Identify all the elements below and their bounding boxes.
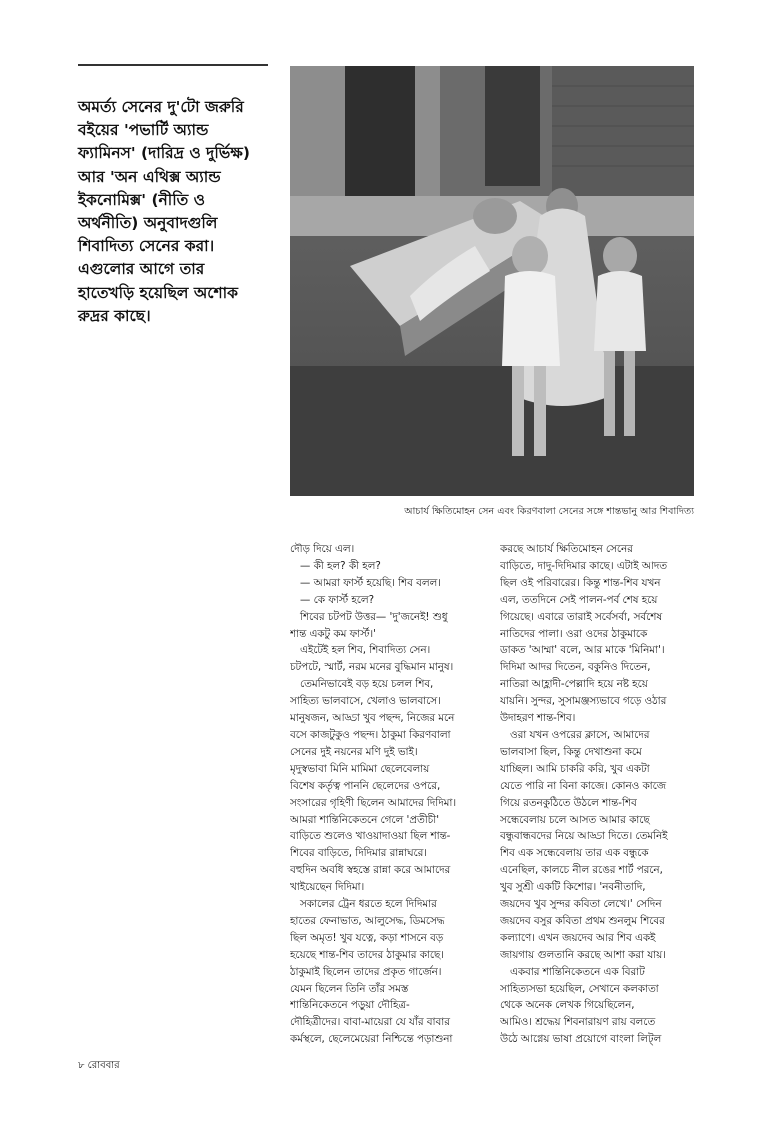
text-line: এনেছিল, কালচে নীল রঙের শার্ট পরনে, bbox=[500, 864, 663, 877]
pull-quote-line: হাতেখড়ি হয়েছিল অশোক bbox=[78, 283, 239, 302]
text-line: হয়েছে শান্ত-শিব তাদের ঠাকুমার কাছে। bbox=[290, 948, 444, 961]
pull-quote-line: ফ্যামিনস' (দারিদ্র ও দুর্ভিক্ষ) bbox=[78, 144, 250, 163]
text-line: জয়দেব বসুর কবিতা প্রথম শুনলুম শিবের bbox=[500, 914, 665, 927]
text-line: করছে আচার্য ক্ষিতিমোহন সেনের bbox=[500, 543, 633, 555]
pull-quote-line: ইকনোমিক্স' (নীতি ও bbox=[78, 190, 206, 209]
text-line: বসে কাজটুকুও পছন্দ। ঠাকুমা কিরণবালা bbox=[290, 728, 451, 741]
text-line: উদাহরণ শান্ত-শিব। bbox=[500, 712, 576, 725]
text-line: একবার শান্তিনিকেতনে এক বিরাট bbox=[510, 965, 645, 978]
text-line: বন্ধুবান্ধবদের নিয়ে আড্ডা দিতে। তেমনিই bbox=[500, 830, 668, 843]
text-line: কল্যাণে। এখন জয়দেব আর শিব একই bbox=[500, 931, 656, 944]
text-line: বাড়িতে শুলেও খাওয়াদাওয়া ছিল শান্ত- bbox=[290, 830, 451, 843]
text-line: ছিল অমৃত! খুব যত্নে, কড়া শাসনে বড় bbox=[290, 931, 444, 944]
article-column-2 bbox=[500, 541, 700, 1048]
text-line: নাতিরা আহ্লাদী-পেল্লাদি হয়ে নষ্ট হয়ে bbox=[500, 678, 648, 691]
text-line: তেমনিভাবেই বড় হয়ে চলল শিব, bbox=[300, 678, 434, 691]
text-line: কর্মস্থলে, ছেলেমেয়েরা নিশ্চিন্তে পড়াশুনা bbox=[290, 1033, 453, 1046]
text-line: জয়দেব খুব সুন্দর কবিতা লেখে।' সেদিন bbox=[500, 898, 662, 911]
text-line: বাড়িতে, দাদু-দিদিমার কাছে। এটাই আদত bbox=[500, 559, 668, 572]
text-line: খুব সুশ্রী একটি কিশোর। 'নবনীতাদি, bbox=[500, 881, 646, 894]
text-line: সন্ধেবেলায় চলে আসত আমার কাছে bbox=[500, 813, 650, 826]
text-line: যেতে পারি না বিনা কাজে। কোনও কাজে bbox=[500, 779, 666, 792]
pull-quote-line: রুদ্রর কাছে। bbox=[78, 306, 151, 325]
text-line: শিবের বাড়িতে, দিদিমার রান্নাঘরে। bbox=[290, 847, 427, 860]
text-line: চটপটে, স্মার্ট, নরম মনের বুদ্ধিমান মানুষ। bbox=[290, 661, 454, 674]
text-line: শান্তিনিকেতনে পড়ুয়া দৌহিত্র- bbox=[290, 999, 410, 1012]
pull-quote-line: এগুলোর আগে তার bbox=[78, 260, 205, 279]
pull-quote-line: অমর্ত্য সেনের দু'টো জরুরি bbox=[78, 98, 244, 116]
text-line: দিদিমা আদর দিতেন, বকুনিও দিতেন, bbox=[500, 661, 651, 674]
text-line: ওরা যখন ওপরের ক্লাসে, আমাদের bbox=[510, 728, 650, 741]
text-line: বহুদিন অবধি স্বহস্তে রান্না করে আমাদের bbox=[290, 864, 451, 877]
text-line: মানুষজন, আড্ডা খুব পছন্দ, নিজের মনে bbox=[290, 712, 455, 725]
page-footer: ৮ রোববার bbox=[78, 1060, 120, 1071]
text-line: যেমন ছিলেন তিনি তাঁর সমস্ত bbox=[290, 982, 409, 995]
text-line: শিবের চটপট উত্তর— 'দু'জনেই! শুধু bbox=[300, 610, 448, 623]
pull-quote-line: বইয়ের 'পভার্টি অ্যান্ড bbox=[78, 121, 209, 140]
text-line: সকালের ট্রেন ধরতে হলে দিদিমার bbox=[300, 898, 437, 911]
text-line: মৃদুস্বভাবা মিনি মামিমা ছেলেবেলায় bbox=[290, 762, 430, 775]
text-line: যায়নি। সুন্দর, সুসামঞ্জস্যভাবে গড়ে ওঠার bbox=[500, 695, 667, 708]
text-line: — কী হল? কী হল? bbox=[300, 559, 381, 572]
text-line: শিব এক সন্ধেবেলায় তার এক বন্ধুকে bbox=[500, 847, 649, 860]
text-line: নাতিদের পালা। ওরা ওদের ঠাকুমাকে bbox=[500, 627, 648, 640]
pull-quote bbox=[78, 96, 278, 328]
text-line: খাইয়েছেন দিদিমা। bbox=[290, 881, 365, 894]
text-line: — কে ফার্স্ট হলে? bbox=[300, 593, 375, 606]
text-line: সংসারের গৃহিণী ছিলেন আমাদের দিদিমা। bbox=[290, 796, 457, 809]
text-line: জায়গায় গুলতানি করছে আশা করা যায়। bbox=[500, 948, 666, 961]
text-line: হাতের ফেনাভাত, আলুসেদ্ধ, ডিমসেদ্ধ bbox=[290, 914, 445, 927]
text-line: ডাকত 'আম্মা' বলে, আর মাকে 'মিনিমা'। bbox=[500, 644, 665, 657]
text-line: আমরা শান্তিনিকেতনে গেলে 'প্রতীচী' bbox=[290, 813, 440, 826]
text-line: সাহিত্য ভালবাসে, খেলাও ভালবাসে। bbox=[290, 695, 441, 708]
text-line: শান্ত একটু কম ফার্স্ট।' bbox=[290, 627, 376, 640]
text-line: — আমরা ফার্স্ট হয়েছি। শিব বলল। bbox=[300, 576, 441, 589]
text-line: আমিও। শ্রদ্ধেয় শিবনারায়ণ রায় বলতে bbox=[500, 1016, 656, 1029]
photo-caption: আচার্য ক্ষিতিমোহন সেন এবং কিরণবালা সেনের সঙ্গে শান্তভানু আর শিবাদিত্য bbox=[404, 506, 694, 517]
text-line: এইটেই হল শিব, শিবাদিত্য সেন। bbox=[300, 644, 431, 657]
text-line: এল, ততদিনে সেই পালন-পর্ব শেষ হয়ে bbox=[500, 593, 658, 606]
text-line: গিয়েছে। এবারে তারাই সর্বেসর্বা, সর্বশেষ bbox=[500, 610, 663, 623]
text-line: থেকে অনেক লেখক গিয়েছিলেন, bbox=[500, 999, 635, 1012]
text-line: গিয়ে রতনকুঠিতে উঠলে শান্ত-শিব bbox=[500, 796, 637, 809]
pull-quote-line: অর্থনীতি) অনুবাদগুলি bbox=[78, 214, 218, 233]
text-line: যাচ্ছিল। আমি চাকরি করি, খুব একটা bbox=[500, 762, 650, 775]
text-line: সেনের দুই নয়নের মণি দুই ভাই। bbox=[290, 745, 418, 758]
text-line: দৌহিত্রীদের। বাবা-মায়েরা যে যাঁর বাবার bbox=[290, 1016, 450, 1029]
text-line: বিশেষ কর্তৃত্ব পাননি ছেলেদের ওপরে, bbox=[290, 779, 441, 792]
text-line: দৌড় দিয়ে এল। bbox=[290, 543, 355, 555]
text-line: ঠাকুমাই ছিলেন তাদের প্রকৃত গার্জেন। bbox=[290, 965, 442, 978]
family-photo bbox=[290, 66, 694, 496]
text-line: সাহিত্যসভা হয়েছিল, সেখানে কলকাতা bbox=[500, 982, 659, 995]
top-rule bbox=[78, 64, 268, 66]
text-line: ভালবাসা ছিল, কিন্তু দেখাশুনা কমে bbox=[500, 745, 642, 758]
text-line: ছিল ওই পরিবারের। কিন্তু শান্ত-শিব যখন bbox=[500, 576, 661, 589]
pull-quote-line: আর 'অন এথিক্স অ্যান্ড bbox=[78, 167, 221, 186]
pull-quote-line: শিবাদিত্য সেনের করা। bbox=[78, 237, 215, 256]
text-line: উঠে আগ্নেয় ভাষা প্রয়োগে বাংলা লিট্‌ল bbox=[500, 1033, 662, 1046]
article-column-1 bbox=[290, 541, 490, 1048]
